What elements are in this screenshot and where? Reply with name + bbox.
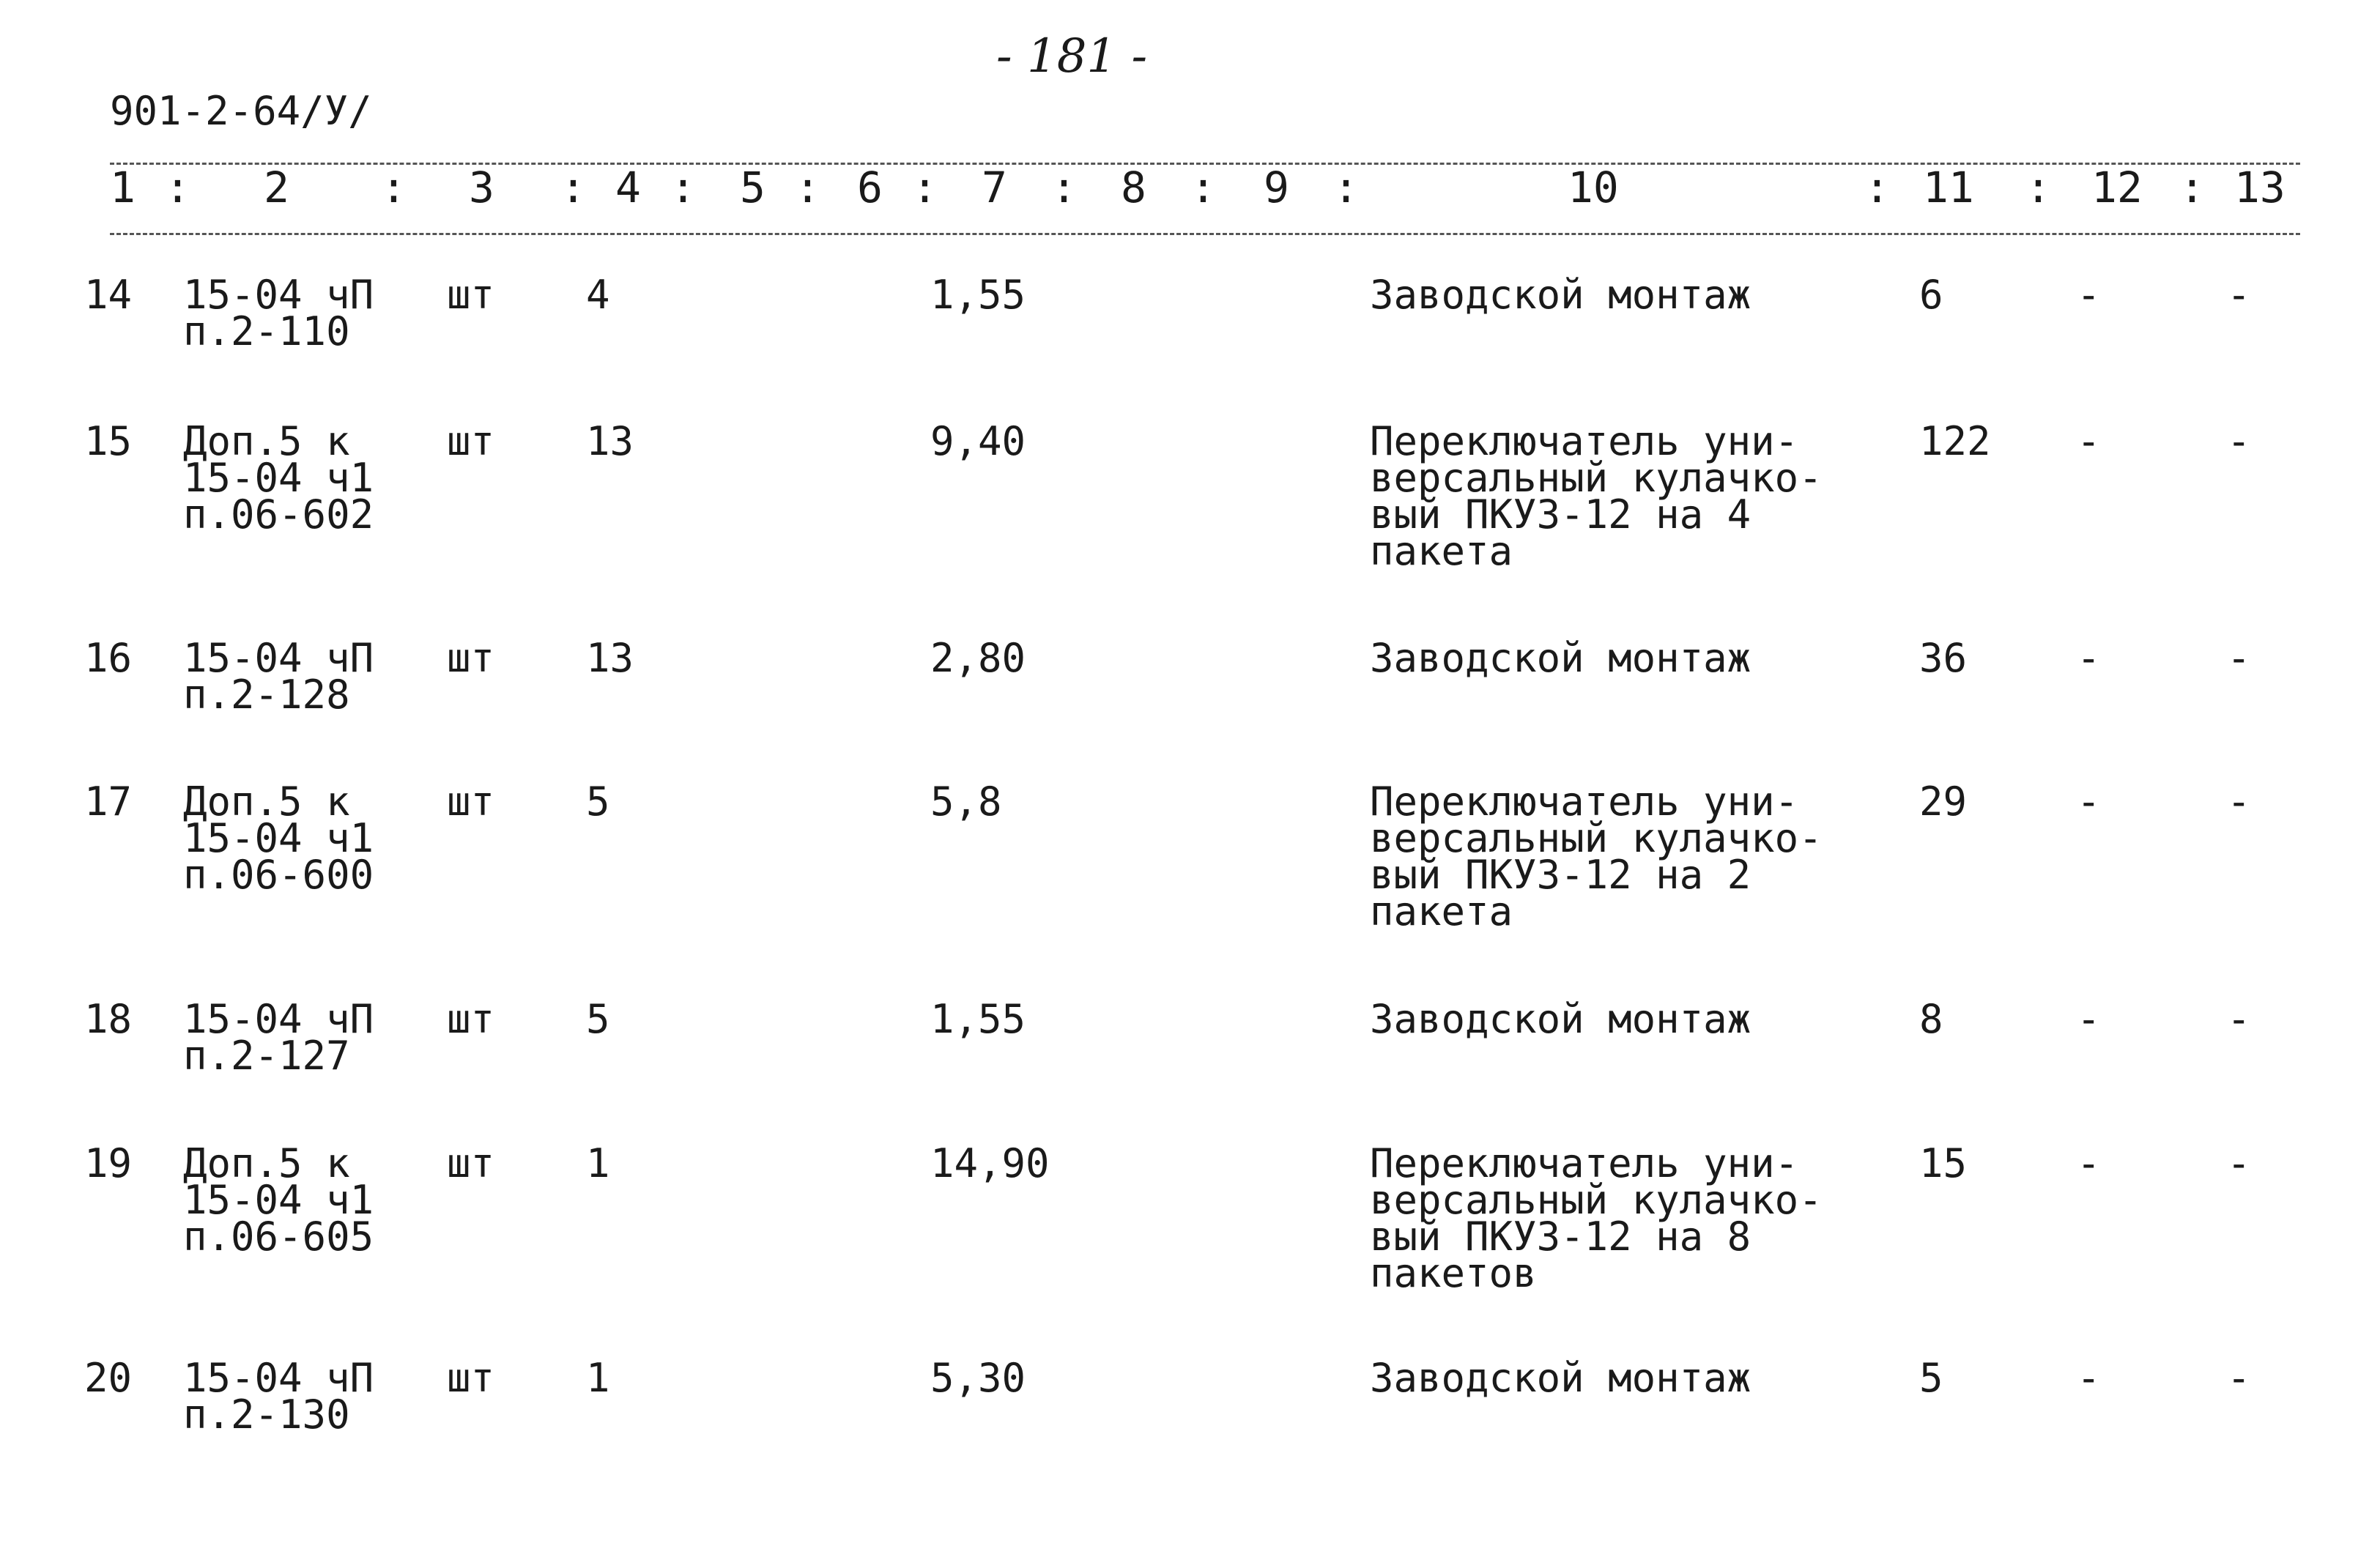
header-separator: :: [2179, 163, 2205, 212]
cell-price: 14,90: [930, 1140, 1050, 1186]
cell-description: Переключатель уни- версальный кулачко- вый ПКУЗ-12 на 2 пакета: [1370, 778, 1823, 934]
cell-unit: шт: [447, 778, 495, 825]
cell-row-number: 17: [84, 778, 133, 825]
cell-price: 1,55: [930, 272, 1026, 318]
header-col-5: 5: [740, 163, 765, 212]
header-col-11: 11: [1923, 163, 1974, 212]
cell-col-13: -: [2227, 1140, 2251, 1186]
cell-price: 5,8: [930, 778, 1002, 825]
cell-price: 5,30: [930, 1355, 1026, 1401]
cell-price: 2,80: [930, 635, 1026, 681]
cell-row-number: 16: [84, 635, 133, 681]
cell-code: 15-04 чП п.2-127: [183, 996, 374, 1079]
header-separator: :: [1190, 163, 1216, 212]
cell-col-13: -: [2227, 418, 2251, 464]
header-col-2: 2: [264, 163, 289, 212]
cell-row-number: 15: [84, 418, 133, 464]
cell-description: Заводской монтаж: [1370, 272, 1751, 318]
header-separator: :: [1333, 163, 1359, 212]
header-separator: :: [912, 163, 938, 212]
cell-row-number: 14: [84, 272, 133, 318]
header-bottom-rule: [110, 233, 2300, 235]
cell-col-12: -: [2077, 272, 2101, 318]
cell-col-13: -: [2227, 272, 2251, 318]
cell-col-12: -: [2077, 635, 2101, 681]
cell-col-12: -: [2077, 1355, 2101, 1401]
header-separator: :: [165, 163, 190, 212]
cell-code: Доп.5 к 15-04 ч1 п.06-600: [183, 778, 374, 898]
cell-row-number: 18: [84, 996, 133, 1042]
cell-quantity: 5: [586, 996, 610, 1042]
cell-quantity: 13: [586, 635, 634, 681]
cell-col-11: 5: [1919, 1355, 1943, 1401]
cell-unit: шт: [447, 272, 495, 318]
header-col-4: 4: [615, 163, 641, 212]
header-col-7: 7: [982, 163, 1007, 212]
cell-col-11: 36: [1919, 635, 1968, 681]
cell-description: Заводской монтаж: [1370, 635, 1751, 681]
document-code: 901-2-64/У/: [110, 88, 372, 134]
cell-price: 9,40: [930, 418, 1026, 464]
cell-description: Переключатель уни- версальный кулачко- вый ПКУЗ-12 на 4 пакета: [1370, 418, 1823, 574]
cell-quantity: 1: [586, 1140, 610, 1186]
cell-unit: шт: [447, 418, 495, 464]
cell-unit: шт: [447, 996, 495, 1042]
cell-code: Доп.5 к 15-04 ч1 п.06-602: [183, 418, 374, 538]
header-separator: :: [381, 163, 407, 212]
cell-col-11: 29: [1919, 778, 1968, 825]
header-separator: :: [795, 163, 820, 212]
cell-description: Заводской монтаж: [1370, 1355, 1751, 1401]
cell-description: Заводской монтаж: [1370, 996, 1751, 1042]
cell-unit: шт: [447, 635, 495, 681]
header-separator: :: [2025, 163, 2051, 212]
cell-row-number: 20: [84, 1355, 133, 1401]
page-number: - 181 -: [996, 29, 1148, 83]
cell-description: Переключатель уни- версальный кулачко- вый ПКУЗ-12 на 8 пакетов: [1370, 1140, 1823, 1296]
cell-unit: шт: [447, 1140, 495, 1186]
header-col-13: 13: [2234, 163, 2286, 212]
cell-quantity: 4: [586, 272, 610, 318]
header-separator: :: [1051, 163, 1077, 212]
header-col-6: 6: [857, 163, 883, 212]
cell-price: 1,55: [930, 996, 1026, 1042]
cell-col-13: -: [2227, 1355, 2251, 1401]
header-col-10: 10: [1568, 163, 1619, 212]
cell-col-12: -: [2077, 996, 2101, 1042]
cell-col-13: -: [2227, 778, 2251, 825]
cell-col-12: -: [2077, 418, 2101, 464]
header-separator: :: [1864, 163, 1890, 212]
cell-quantity: 1: [586, 1355, 610, 1401]
cell-code: 15-04 чП п.2-128: [183, 635, 374, 718]
cell-quantity: 13: [586, 418, 634, 464]
header-separator: :: [670, 163, 696, 212]
cell-code: Доп.5 к 15-04 ч1 п.06-605: [183, 1140, 374, 1260]
cell-code: 15-04 чП п.2-110: [183, 272, 374, 354]
cell-col-13: -: [2227, 996, 2251, 1042]
cell-quantity: 5: [586, 778, 610, 825]
header-col-8: 8: [1121, 163, 1146, 212]
cell-unit: шт: [447, 1355, 495, 1401]
cell-col-11: 122: [1919, 418, 1991, 464]
header-col-9: 9: [1264, 163, 1289, 212]
cell-col-12: -: [2077, 1140, 2101, 1186]
cell-col-11: 15: [1919, 1140, 1968, 1186]
cell-col-11: 8: [1919, 996, 1943, 1042]
cell-col-11: 6: [1919, 272, 1943, 318]
header-col-3: 3: [469, 163, 494, 212]
cell-code: 15-04 чП п.2-130: [183, 1355, 374, 1438]
header-col-12: 12: [2091, 163, 2143, 212]
cell-col-12: -: [2077, 778, 2101, 825]
header-separator: :: [560, 163, 586, 212]
cell-col-13: -: [2227, 635, 2251, 681]
cell-row-number: 19: [84, 1140, 133, 1186]
header-col-1: 1: [110, 163, 136, 212]
